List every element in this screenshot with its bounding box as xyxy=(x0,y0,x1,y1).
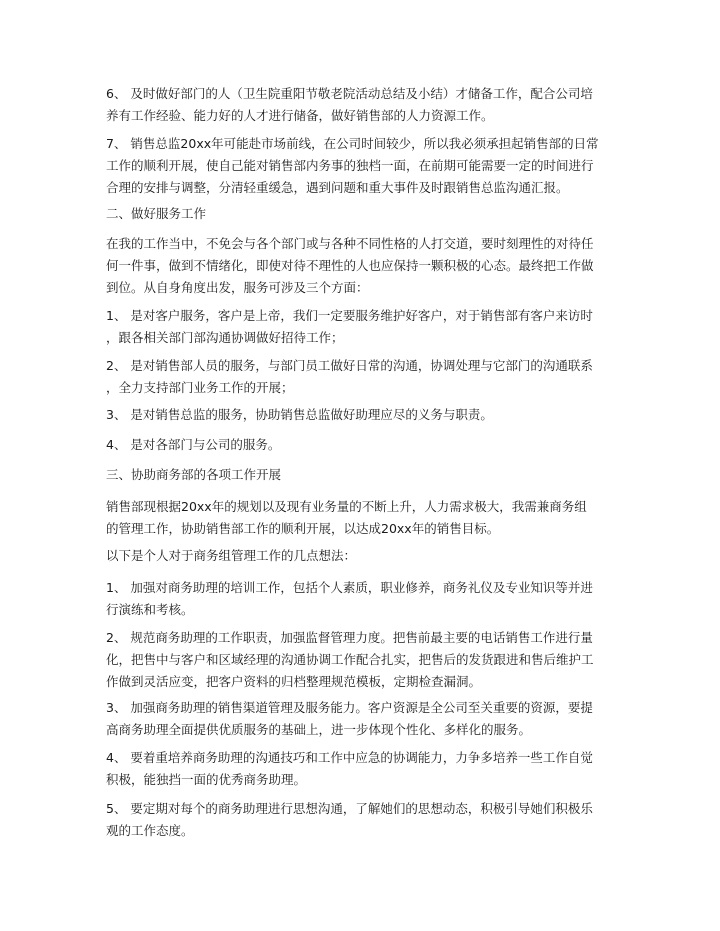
text-line: 工作的顺利开展，使自己能对销售部内务事的独档一面，在前期可能需要一定的时间进行 xyxy=(106,158,594,173)
section-heading-business xyxy=(106,464,616,486)
idea-item-5 xyxy=(106,798,616,842)
text-line: 化，把售中与客户和区域经理的沟通协调工作配合扎实，把售后的发货跟进和售后维护工 xyxy=(106,652,594,667)
section-heading-service xyxy=(106,203,616,225)
text-line: 养有工作经验、能力好的人才进行储备，做好销售部的人力资源工作。 xyxy=(106,108,494,123)
text-line: 积极，能独挡一面的优秀商务助理。 xyxy=(106,772,307,787)
paragraph-ideas-intro xyxy=(106,545,616,567)
idea-item-4 xyxy=(106,747,616,791)
service-item-2 xyxy=(106,355,616,399)
paragraph-business-intro xyxy=(106,496,616,540)
text-line: 5、 要定期对每个的商务助理进行思想沟通，了解她们的思想动态，积极引导她们积极乐 xyxy=(106,801,593,816)
text-line: 在我的工作当中，不免会与各个部门或与各种不同性格的人打交道，要时刻理性的对待任 xyxy=(106,236,594,251)
text-line: 2、 是对销售部人员的服务，与部门员工做好日常的沟通，协调处理与它部门的沟通联系 xyxy=(106,358,593,373)
text-line: 的管理工作，协助销售部工作的顺利开展，以达成20xx年的销售目标。 xyxy=(106,521,500,536)
paragraph-service-intro xyxy=(106,233,616,299)
text-line: 行演练和考核。 xyxy=(106,602,194,617)
text-line: 2、 规范商务助理的工作职责，加强监督管理力度。把售前最主要的电话销售工作进行量 xyxy=(106,630,593,645)
text-line: 作做到灵活应变，把客户资料的归档整理规范模板，定期检查漏洞。 xyxy=(106,674,482,689)
service-item-1 xyxy=(106,305,616,349)
text-line: 4、 要着重培养商务助理的沟通技巧和工作中应急的协调能力，力争多培养一些工作自觉 xyxy=(106,750,593,765)
idea-item-1 xyxy=(106,577,616,621)
text-line: 1、 是对客户服务，客户是上帝，我们一定要服务维护好客户，对于销售部有客户来访时 xyxy=(106,308,593,323)
text-line: 3、 加强商务助理的销售渠道管理及服务能力。客户资源是全公司至关重要的资源，要提 xyxy=(106,700,593,715)
text-line: 7、 销售总监20xx年可能赴市场前线，在公司时间较少，所以我必须承担起销售部的日常 xyxy=(106,136,599,151)
text-line: 1、 加强对商务助理的培训工作，包括个人素质，职业修养，商务礼仪及专业知识等并进 xyxy=(106,580,593,595)
text-line: 高商务助理全面提供优质服务的基础上，进一步体现个性化、多样化的服务。 xyxy=(106,722,532,737)
text-line: 以下是个人对于商务组管理工作的几点想法： xyxy=(106,548,357,563)
paragraph-item-7 xyxy=(106,133,616,199)
service-item-3 xyxy=(106,404,616,426)
text-line: 何一件事，做到不情绪化，即使对待不理性的人也应保持一颗积极的心态。最终把工作做 xyxy=(106,258,594,273)
heading-text: 二、做好服务工作 xyxy=(106,206,207,221)
idea-item-3 xyxy=(106,697,616,741)
service-item-4 xyxy=(106,434,616,456)
text-line: 合理的安排与调整，分清轻重缓急，遇到问题和重大事件及时跟销售总监沟通汇报。 xyxy=(106,180,569,195)
text-line: 6、 及时做好部门的人（卫生院重阳节敬老院活动总结及小结）才储备工作，配合公司培 xyxy=(106,86,593,101)
idea-item-2 xyxy=(106,627,616,693)
text-line: 到位。从自身角度出发，服务可涉及三个方面： xyxy=(106,280,369,295)
paragraph-item-6 xyxy=(106,83,616,127)
text-line: 4、 是对各部门与公司的服务。 xyxy=(106,437,281,452)
text-line: 观的工作态度。 xyxy=(106,823,194,838)
text-line: 销售部现根据20xx年的规划以及现有业务量的不断上升，人力需求极大，我需兼商务组 xyxy=(106,499,587,514)
text-line: ，跟各相关部门部沟通协调做好招待工作； xyxy=(106,330,344,345)
text-line: 3、 是对销售总监的服务，协助销售总监做好助理应尽的义务与职责。 xyxy=(106,407,493,422)
heading-text: 三、协助商务部的各项工作开展 xyxy=(106,467,282,482)
text-line: ，全力支持部门业务工作的开展； xyxy=(106,380,294,395)
